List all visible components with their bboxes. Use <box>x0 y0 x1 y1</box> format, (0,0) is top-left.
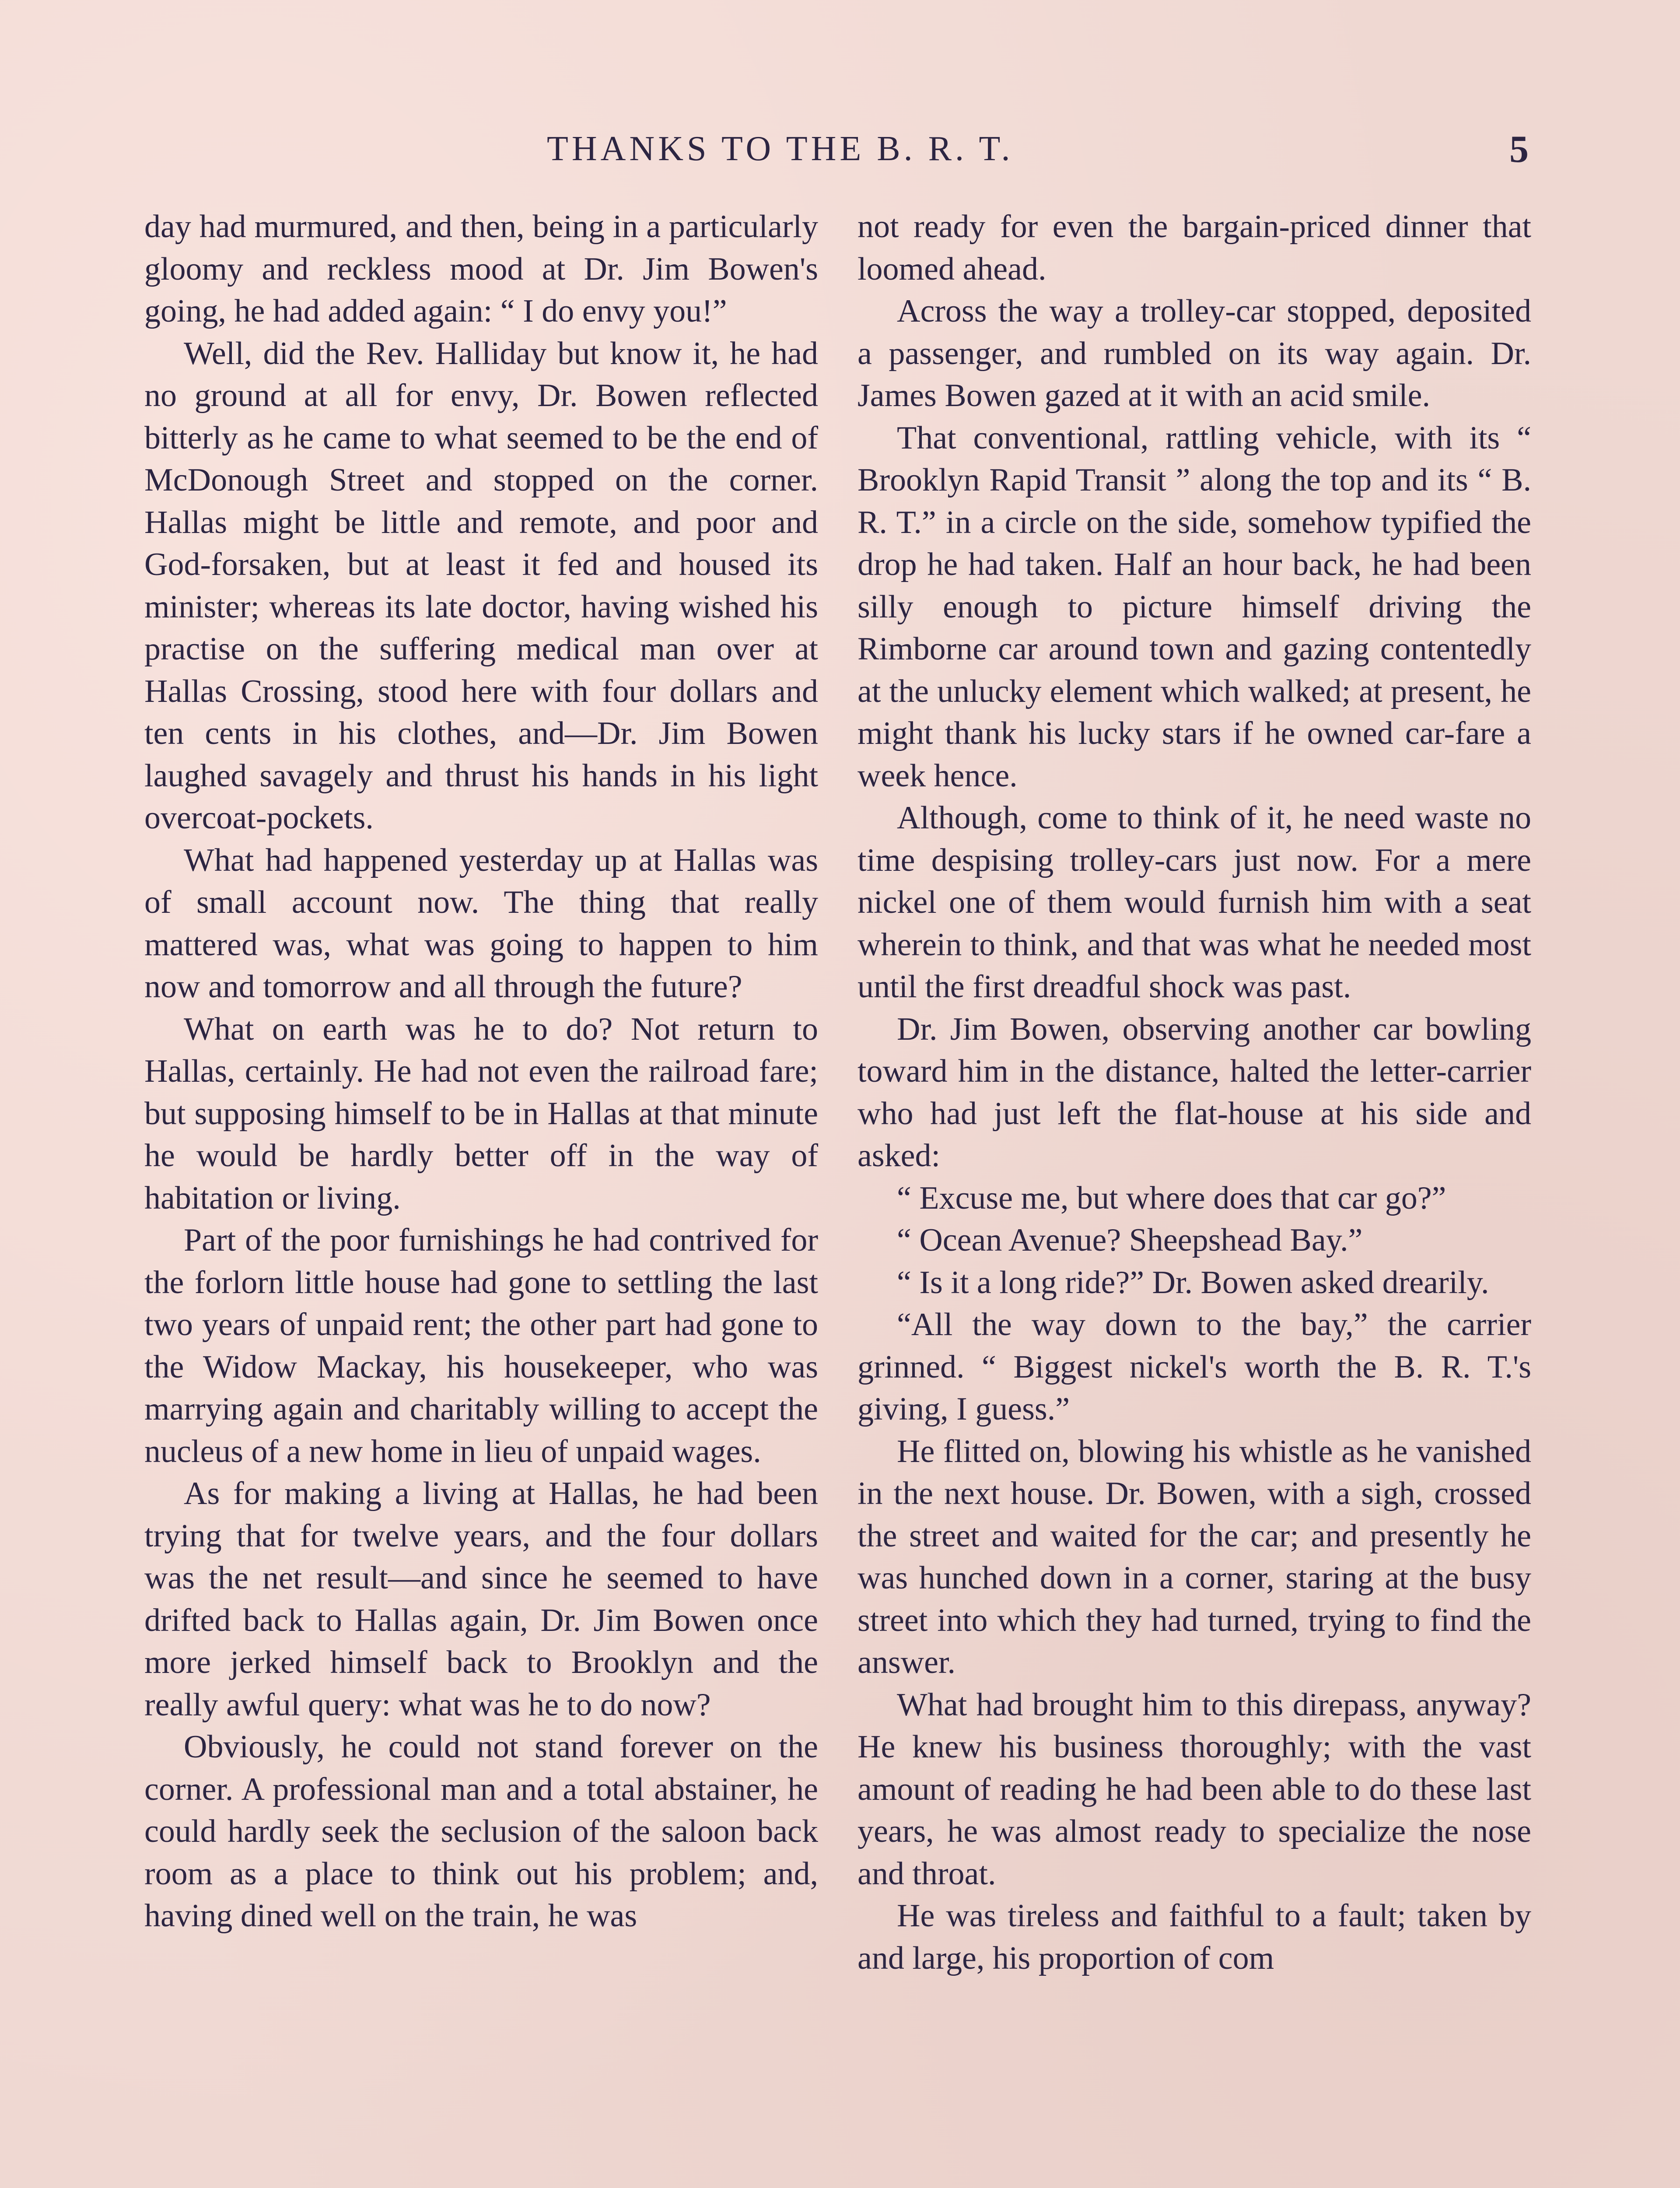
paragraph: “ Is it a long ride?” Dr. Bowen asked drearily. <box>897 1264 1489 1301</box>
page-number: 5 <box>1509 128 1529 171</box>
right-column <box>858 206 1531 1979</box>
paragraph: Although, come to think of it, he need waste no time despising trolley-cars just now. For a mere nickel one of them would furnish him with a seat wherein to think, and that was what he needed most until the first dreadful shock was past. <box>858 800 1531 1005</box>
paragraph: He was tireless and faithful to a fault; taken by and large, his proportion of com <box>858 1898 1531 1976</box>
paragraph: That conventional, rattling vehicle, with its “ Brooklyn Rapid Transit ” along the top and its “ B. R. T.” in a circle on the side, somehow typified the drop he had taken. Half an hour back, he had been silly enough to picture himself driving the Rimborne car around town and gazing contentedly at the unlucky element which walked; at present, he might thank his lucky stars if he owned car-fare a week hence. <box>858 420 1531 794</box>
paragraph: “All the way down to the bay,” the carrier grinned. “ Biggest nickel's worth the B. R. T.'s giving, I guess.” <box>858 1307 1531 1427</box>
left-column <box>144 206 818 1937</box>
paragraph: What had brought him to this direpass, anyway? He knew his business thoroughly; with the vast amount of reading he had been able to do these last years, he was almost ready to specialize the nose and throat. <box>858 1687 1531 1892</box>
paragraph: As for making a living at Hallas, he had been trying that for twelve years, and the four dollars was the net result—and since he seemed to have drifted back to Hallas again, Dr. Jim Bowen once more jerked himself back to Brooklyn and the really awful query: what was he to do now? <box>144 1476 818 1723</box>
paragraph: Across the way a trolley-car stopped, deposited a passenger, and rumbled on its way again. Dr. James Bowen gazed at it with an acid smile. <box>858 293 1531 414</box>
paragraph: What on earth was he to do? Not return to Hallas, certainly. He had not even the railroad fare; but supposing himself to be in Hallas at that minute he would be hardly better off in the way of habitation or living. <box>144 1011 818 1216</box>
paragraph: Dr. Jim Bowen, observing another car bowling toward him in the distance, halted the letter-carrier who had just left the flat-house at his side and asked: <box>858 1011 1531 1174</box>
paragraph: “ Ocean Avenue? Sheepshead Bay.” <box>897 1222 1363 1258</box>
paragraph: He flitted on, blowing his whistle as he vanished in the next house. Dr. Bowen, with a sigh, crossed the street and waited for the car; and presently he was hunched down in a corner, staring at the busy street into which they had turned, trying to find the answer. <box>858 1433 1531 1680</box>
paragraph: day had murmured, and then, being in a particularly gloomy and reckless mood at Dr. Jim Bowen's going, he had added again: “ I do envy you!” <box>144 209 818 329</box>
paragraph: What had happened yesterday up at Hallas was of small account now. The thing that really mattered was, what was going to happen to him now and tomorrow and all through the future? <box>144 842 818 1005</box>
paragraph: “ Excuse me, but where does that car go?” <box>897 1180 1446 1216</box>
paragraph: not ready for even the bargain-priced dinner that loomed ahead. <box>858 209 1531 287</box>
running-title: THANKS TO THE B. R. T. <box>547 130 1014 168</box>
paragraph: Obviously, he could not stand forever on the corner. A professional man and a total abstainer, he could hardly seek the seclusion of the saloon back room as a place to think out his problem; and, having dined well on the train, he was <box>144 1729 818 1934</box>
paragraph: Well, did the Rev. Halliday but know it, he had no ground at all for envy, Dr. Bowen reflected bitterly as he came to what seemed to be the end of McDonough Street and stopped on the corner. Hallas might be little and remote, and poor and God-forsaken, but at least it fed and housed its minister; whereas its late doctor, having wished his practise on the suffering medical man over at Hallas Crossing, stood here with four dollars and ten cents in his clothes, and—Dr. Jim Bowen laughed savagely and thrust his hands in his light overcoat-pockets. <box>144 335 818 836</box>
paragraph: Part of the poor furnishings he had contrived for the forlorn little house had gone to settling the last two years of unpaid rent; the other part had gone to the Widow Mackay, his housekeeper, who was marrying again and charitably willing to accept the nucleus of a new home in lieu of unpaid wages. <box>144 1222 818 1469</box>
